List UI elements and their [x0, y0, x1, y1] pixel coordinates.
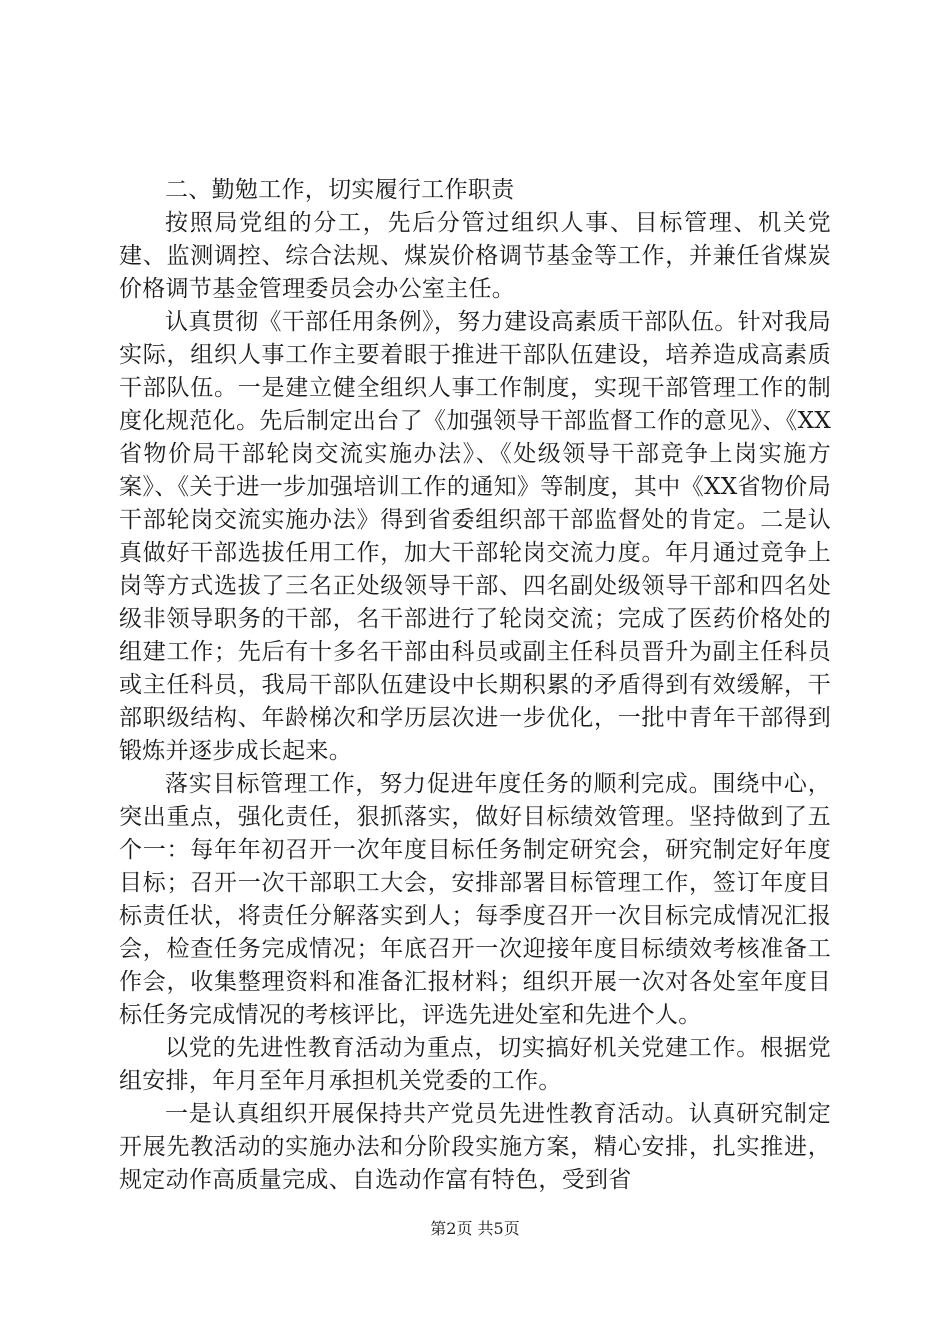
paragraph-education-activity: 一是认真组织开展保持共产党员先进性教育活动。认真研究制定开展先教活动的实施办法和分阶段实施方案，精心安排，扎实推进，规定动作高质量完成、自选动作富有特色，受到省: [119, 1101, 831, 1193]
paragraph-duties: 按照局党组的分工，先后分管过组织人事、目标管理、机关党建、监测调控、综合法规、煤炭价格调节基金等工作，并兼任省煤炭价格调节基金管理委员会办公室主任。: [119, 210, 831, 302]
section-heading: 二、勤勉工作，切实履行工作职责: [165, 177, 515, 203]
page-number-footer: 第2页 共5页: [430, 1219, 520, 1238]
document-body: [119, 174, 831, 1197]
paragraph-target-management: 落实目标管理工作，努力促进年度任务的顺利完成。围绕中心，突出重点，强化责任，狠抓落实，做好目标绩效管理。坚持做到了五个一：每年年初召开一次年度目标任务制定研究会，研究制定好年度目标；召开一次干部职工大会，安排部署目标管理工作，签订年度目标责任状，将责任分解落实到人；每季度召开一次目标完成情况汇报会，检查任务完成情况；年底召开一次迎接年度目标绩效考核准备工作会，收集整理资料和准备汇报材料；组织开展一次对各处室年度目标任务完成情况的考核评比，评选先进处室和先进个人。: [119, 771, 831, 1028]
paragraph-personnel: 认真贯彻《干部任用条例》，努力建设高素质干部队伍。针对我局实际，组织人事工作主要着眼于推进干部队伍建设，培养造成高素质干部队伍。一是建立健全组织人事工作制度，实现干部管理工作的制度化规范化。先后制定出台了《加强领导干部监督工作的意见》、《XX省物价局干部轮岗交流实施办法》、《处级领导干部竞争上岗实施方案》、《关于进一步加强培训工作的通知》等制度，其中《XX省物价局干部轮岗交流实施办法》得到省委组织部干部监督处的肯定。二是认真做好干部选拔任用工作，加大干部轮岗交流力度。年月通过竞争上岗等方式选拔了三名正处级领导干部、四名副处级领导干部和四名处级非领导职务的干部，名干部进行了轮岗交流；完成了医药价格处的组建工作；先后有十多名干部由科员或副主任科员晋升为副主任科员或主任科员，我局干部队伍建设中长期积累的矛盾得到有效缓解，干部职级结构、年龄梯次和学历层次进一步优化，一批中青年干部得到锻炼并逐步成长起来。: [119, 309, 831, 764]
paragraph-party-building: 以党的先进性教育活动为重点，切实搞好机关党建工作。根据党组安排，年月至年月承担机关党委的工作。: [119, 1035, 831, 1094]
